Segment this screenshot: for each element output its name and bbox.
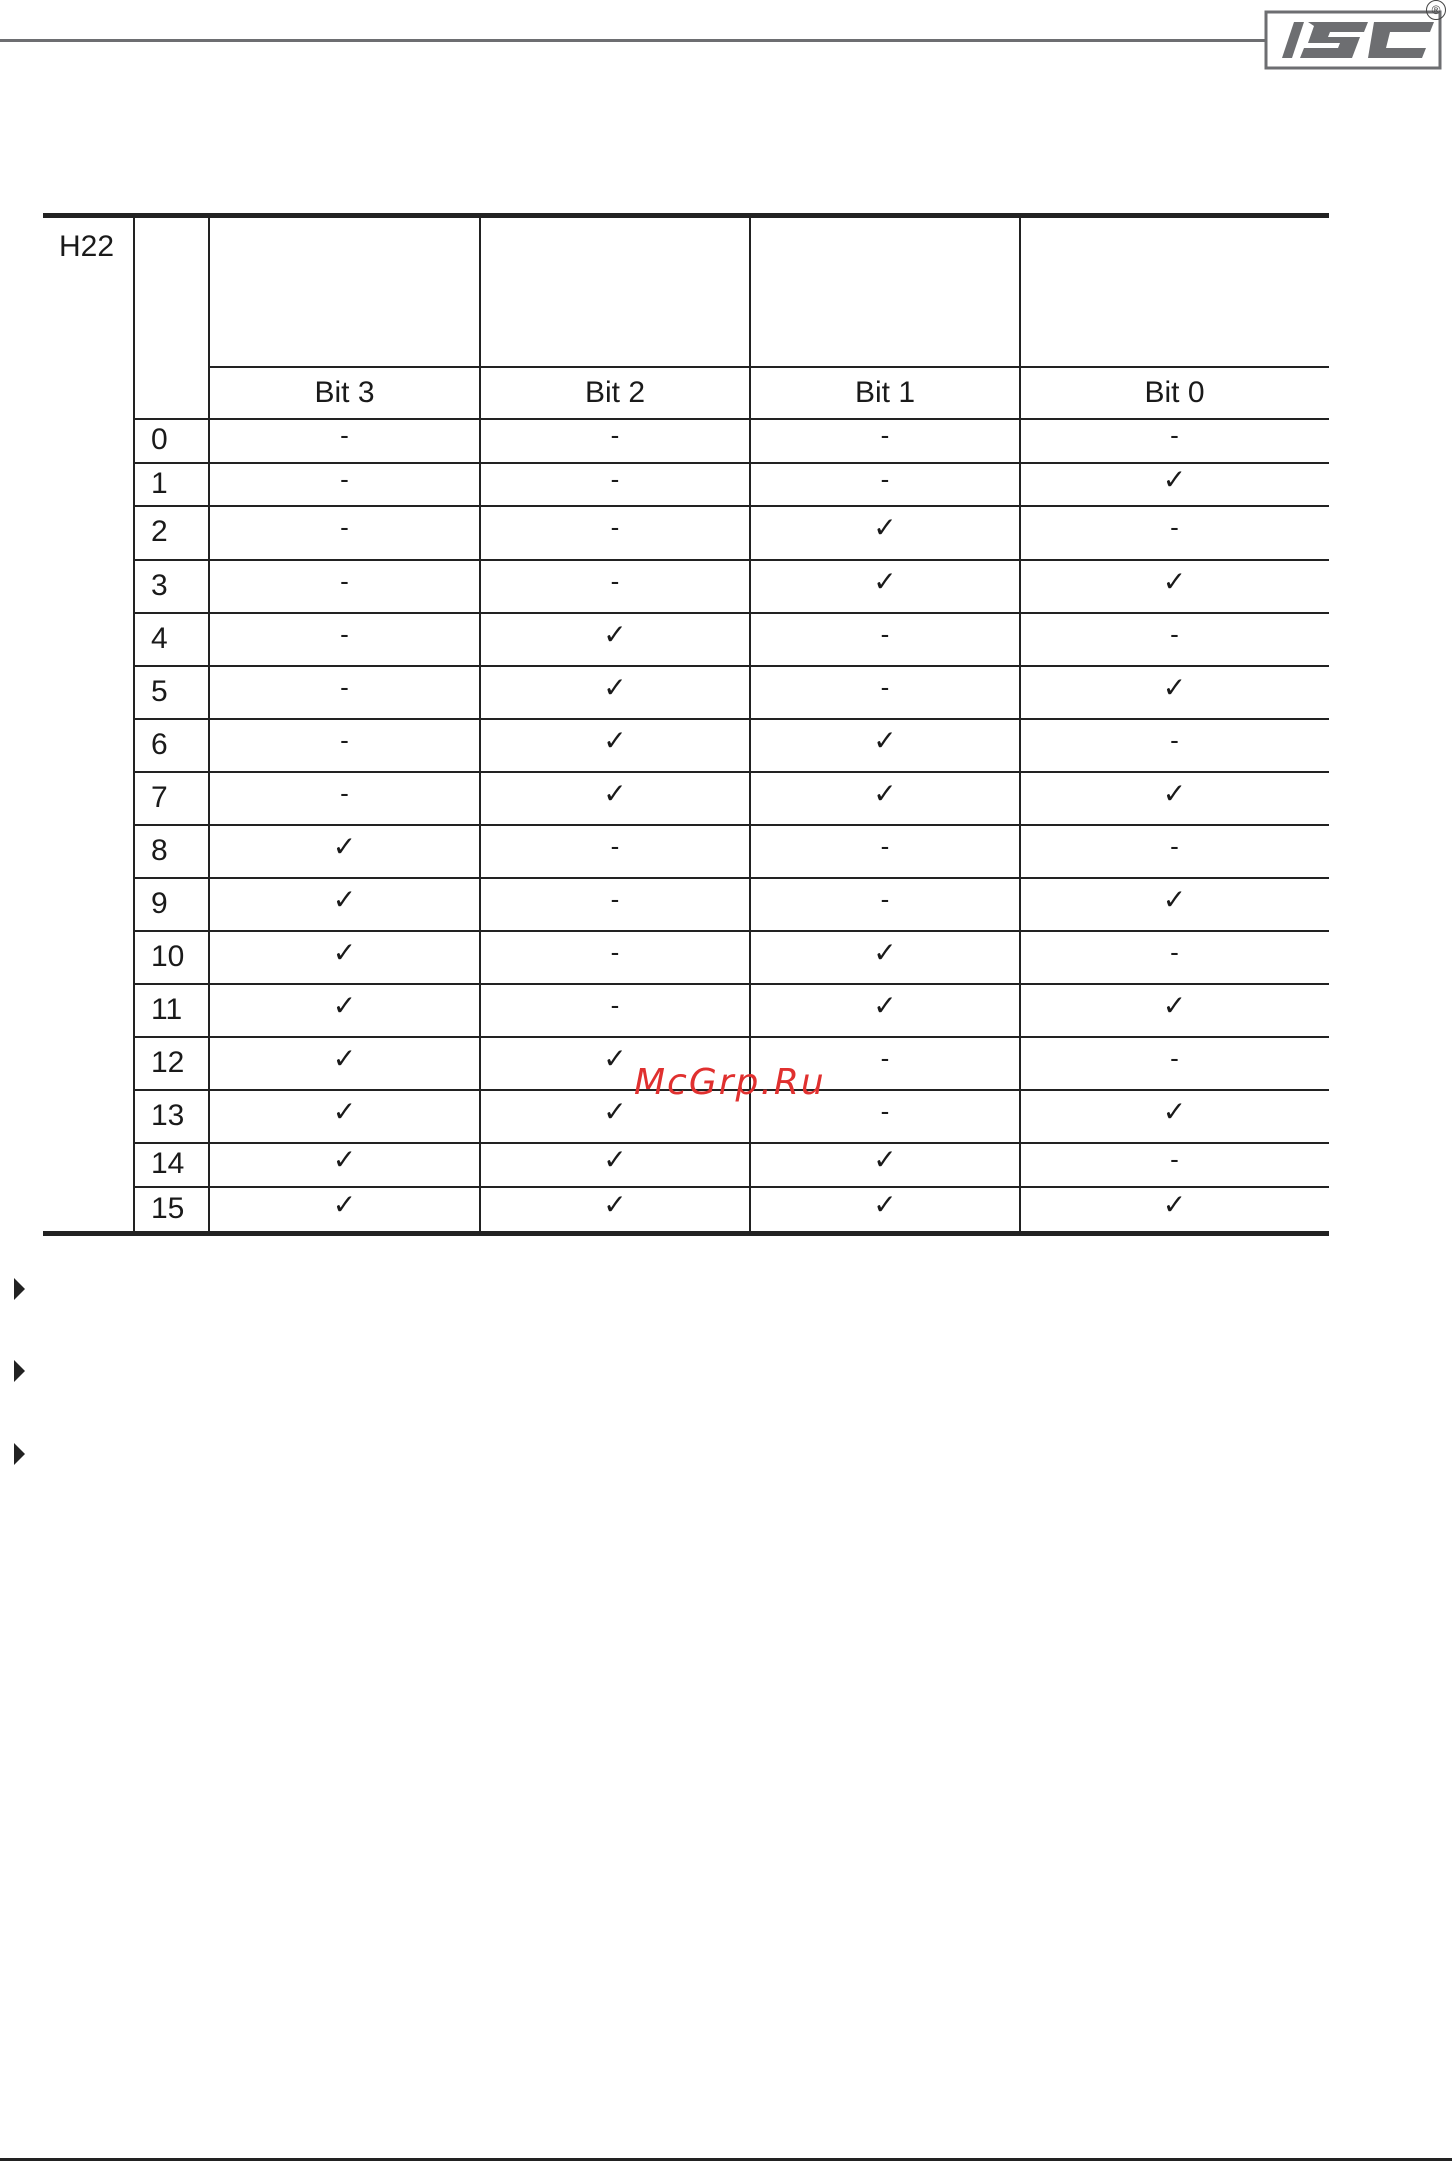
dash-mark: -: [610, 883, 620, 914]
nsc-logo: [1264, 6, 1444, 72]
check-icon: ✓: [603, 671, 627, 703]
bit-header: Bit 3: [314, 376, 375, 409]
bullet-arrow-icon: [14, 1443, 25, 1465]
check-icon: ✓: [873, 724, 897, 756]
dash-mark: -: [610, 565, 620, 596]
dash-mark: -: [880, 671, 890, 702]
registered-mark: ®: [1426, 0, 1446, 20]
row-number: 14: [151, 1147, 185, 1180]
row-divider: [134, 462, 1329, 464]
check-icon: ✓: [1162, 1095, 1187, 1127]
dash-mark: -: [610, 512, 620, 542]
dash-mark: -: [340, 463, 349, 494]
dash-mark: -: [880, 1095, 890, 1126]
dash-mark: -: [610, 830, 620, 861]
check-icon: ✓: [332, 1042, 357, 1074]
dash-mark: -: [1170, 724, 1179, 755]
row-number: 15: [151, 1191, 185, 1225]
row-number: 4: [151, 621, 168, 655]
row-number: 8: [151, 833, 168, 867]
dash-mark: -: [880, 883, 890, 914]
check-icon: ✓: [603, 777, 627, 809]
dash-mark: -: [340, 420, 349, 450]
dash-mark: -: [340, 618, 349, 649]
row-divider: [134, 983, 1329, 985]
bit-header: Bit 0: [1144, 376, 1205, 409]
check-icon: ✓: [1162, 989, 1187, 1021]
dash-mark: -: [340, 512, 349, 542]
row-divider: [134, 612, 1329, 614]
dash-mark: -: [880, 1042, 890, 1073]
row-divider: [134, 718, 1329, 720]
row-number: 12: [151, 1045, 185, 1079]
bullet-arrow-icon: [14, 1360, 25, 1382]
check-icon: ✓: [873, 1144, 897, 1175]
check-icon: ✓: [873, 1188, 897, 1220]
dash-mark: -: [610, 936, 620, 967]
bullet-arrow-icon: [14, 1278, 25, 1300]
column-divider: [208, 218, 210, 1231]
check-icon: ✓: [873, 989, 897, 1021]
row-divider: [134, 824, 1329, 826]
dash-mark: -: [880, 618, 890, 649]
row-number: 1: [151, 466, 168, 500]
check-icon: ✓: [332, 1144, 357, 1175]
check-icon: ✓: [873, 777, 897, 809]
dash-mark: -: [340, 777, 349, 808]
bit-header: Bit 2: [584, 376, 646, 409]
column-divider: [1019, 218, 1021, 1231]
row-number: 3: [151, 568, 168, 602]
check-icon: ✓: [873, 512, 897, 543]
dash-mark: -: [610, 989, 620, 1020]
dash-mark: -: [1170, 420, 1179, 450]
row-number: 6: [151, 727, 168, 761]
check-icon: ✓: [332, 830, 357, 862]
check-icon: ✓: [873, 936, 897, 968]
header-rule: [0, 39, 1270, 42]
row-number: 11: [151, 992, 183, 1026]
check-icon: ✓: [603, 724, 627, 756]
bit-header: Bit 1: [854, 376, 916, 409]
corner-label: H22: [59, 230, 115, 263]
row-number: 10: [151, 939, 185, 973]
dash-mark: -: [340, 671, 349, 702]
dash-mark: -: [1170, 618, 1179, 649]
check-icon: ✓: [332, 883, 357, 915]
check-icon: ✓: [1162, 777, 1187, 809]
check-icon: ✓: [603, 1144, 627, 1175]
check-icon: ✓: [873, 565, 897, 597]
row-divider: [134, 1142, 1329, 1144]
dash-mark: -: [340, 565, 349, 596]
column-divider: [479, 218, 481, 1231]
watermark: McGrp.Ru: [634, 1062, 826, 1103]
footer-rule: [0, 2158, 1452, 2161]
row-divider: [134, 505, 1329, 507]
check-icon: ✓: [1162, 565, 1187, 597]
header-divider: [209, 366, 1329, 368]
dash-mark: -: [610, 463, 620, 494]
check-icon: ✓: [603, 618, 627, 650]
dash-mark: -: [610, 420, 620, 450]
row-divider: [134, 559, 1329, 561]
check-icon: ✓: [603, 1042, 627, 1074]
dash-mark: -: [340, 724, 349, 755]
row-number: 2: [151, 515, 168, 548]
check-icon: ✓: [603, 1095, 627, 1127]
check-icon: ✓: [1162, 883, 1187, 915]
dash-mark: -: [1170, 1042, 1179, 1073]
row-number: 7: [151, 780, 168, 814]
row-divider: [134, 665, 1329, 667]
dash-mark: -: [880, 830, 890, 861]
dash-mark: -: [1170, 936, 1179, 967]
row-divider: [134, 877, 1329, 879]
dash-mark: -: [880, 463, 890, 494]
check-icon: ✓: [332, 1188, 357, 1220]
dash-mark: -: [1170, 830, 1179, 861]
row-number: 13: [151, 1098, 185, 1132]
column-divider: [133, 218, 135, 1231]
dash-mark: -: [880, 420, 890, 450]
check-icon: ✓: [332, 989, 357, 1021]
dash-mark: -: [1170, 512, 1179, 542]
dash-mark: -: [1170, 1144, 1179, 1174]
row-number: 9: [151, 886, 168, 920]
row-divider: [134, 1186, 1329, 1188]
check-icon: ✓: [1162, 1188, 1187, 1220]
row-number: 0: [151, 423, 168, 456]
row-divider: [134, 771, 1329, 773]
check-icon: ✓: [603, 1188, 627, 1220]
check-icon: ✓: [332, 936, 357, 968]
row-number: 5: [151, 674, 168, 708]
check-icon: ✓: [332, 1095, 357, 1127]
check-icon: ✓: [1162, 671, 1187, 703]
row-divider: [134, 1036, 1329, 1038]
row-divider: [134, 930, 1329, 932]
check-icon: ✓: [1162, 463, 1187, 495]
row-divider: [134, 418, 1329, 420]
